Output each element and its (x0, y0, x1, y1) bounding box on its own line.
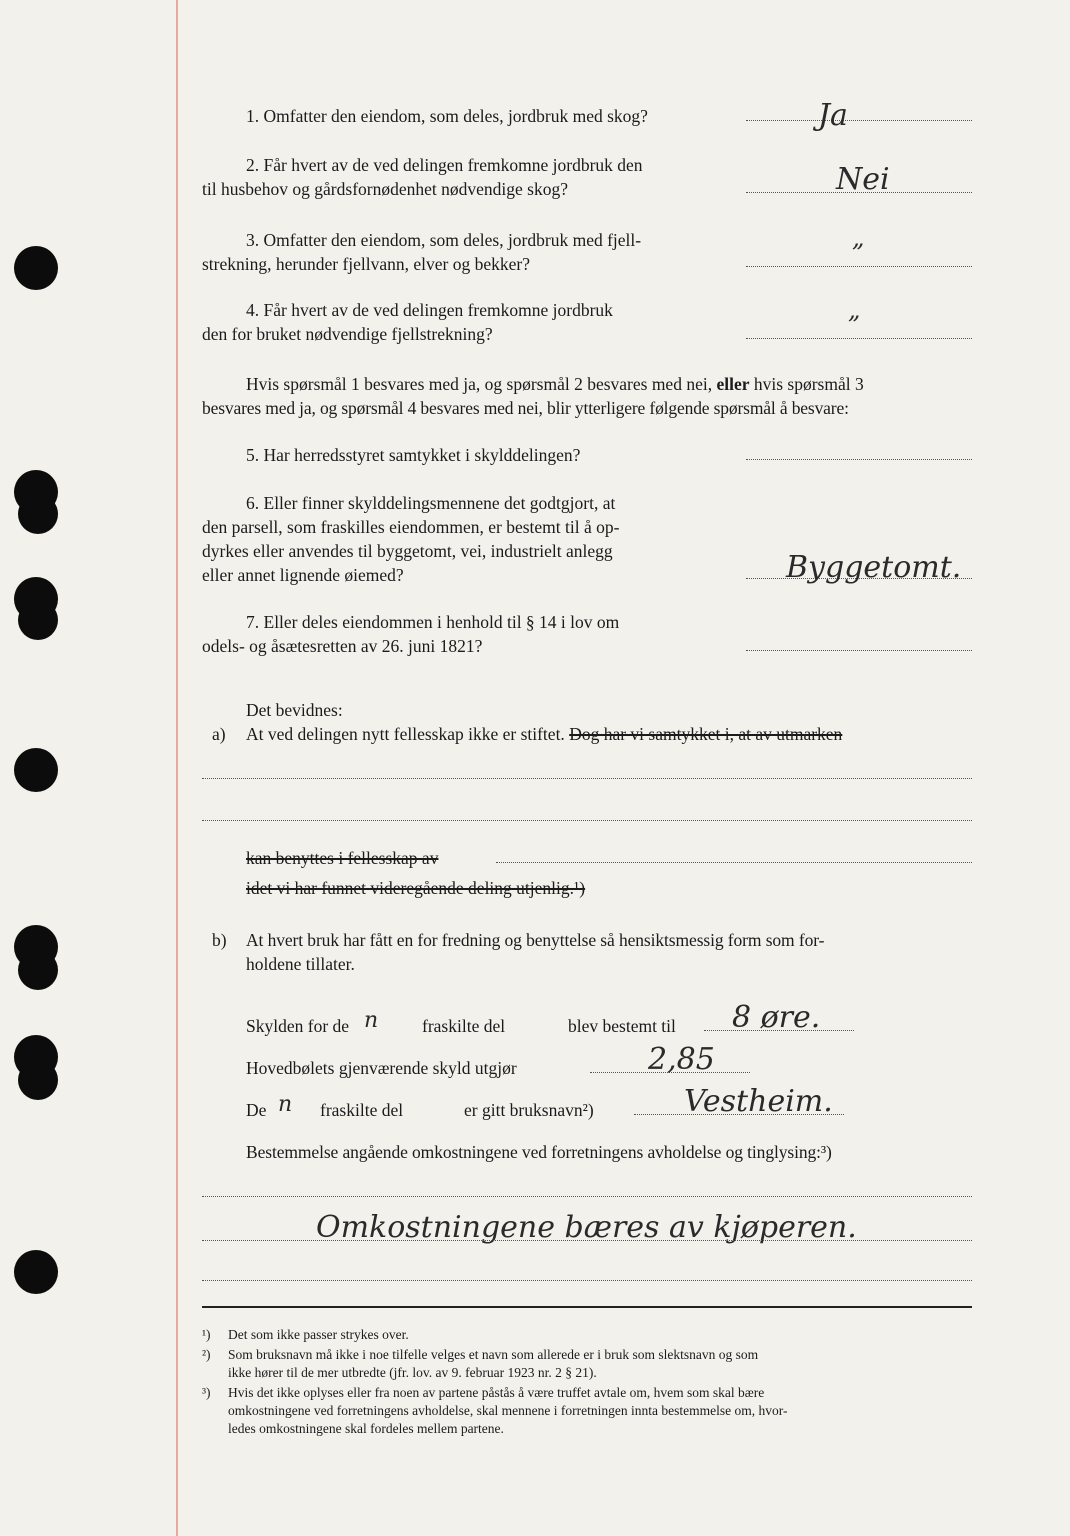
question-7-line-1: 7. Eller deles eiendommen i henhold til § 14 i lov om (246, 612, 620, 632)
punch-hole (14, 748, 58, 792)
skyld-line-1-c: blev bestemt til (568, 1016, 676, 1036)
omkostning-answer: Omkostningene bæres av kjøperen. (316, 1210, 857, 1245)
conditional-line-1 (246, 372, 864, 396)
skyld-line-1-b: fraskilte del (422, 1016, 506, 1036)
footnote-3-mark: ³) (202, 1385, 211, 1400)
question-4-line-1: 4. Får hvert av de ved delingen fremkomne jordbruk (246, 300, 613, 320)
question-6-line-1: 6. Eller finner skylddelingsmennene det godtgjort, at (246, 493, 616, 513)
question-5: 5. Har herredsstyret samtykket i skylddelingen? (246, 445, 581, 465)
bevidnes-b-line-1: At hvert bruk har fått en for fredning og benyttelse så hensiktsmessig form som for- (246, 930, 825, 950)
skyld-line-3-hw: n (278, 1092, 293, 1117)
footnote-1: Det som ikke passer strykes over. (228, 1327, 409, 1342)
footnote-3-line-2: omkostningene ved forretningens avholdelse, skal mennene i forretningen innta bestemmelse om, hvor- (228, 1403, 788, 1418)
answer-2: Nei (836, 162, 890, 197)
answer-1: Ja (818, 98, 848, 133)
punch-hole (14, 1250, 58, 1294)
skyld-line-3-c: er gitt bruksnavn²) (464, 1100, 594, 1120)
bevidnes-b-label: b) (212, 930, 227, 950)
question-3-line-2: strekning, herunder fjellvann, elver og bekker? (202, 254, 530, 274)
skyld-line-3-b: fraskilte del (320, 1100, 404, 1120)
bevidnes-heading: Det bevidnes: (246, 700, 343, 720)
blank-line (202, 1240, 972, 1241)
footnote-1-mark: ¹) (202, 1327, 211, 1342)
blank-line (202, 1280, 972, 1281)
punch-hole (18, 950, 58, 990)
conditional-line-2: besvares med ja, og spørsmål 4 besvares med nei, blir ytterligere følgende spørsmål å besvare: (202, 398, 849, 418)
skyld-line-1-a: Skylden for de (246, 1016, 350, 1036)
struck-line-2: kan benyttes i fellesskap av (246, 848, 439, 868)
answer-line-7 (746, 650, 972, 651)
answer-3: „ (852, 224, 865, 252)
margin-line (176, 0, 178, 1536)
question-1: 1. Omfatter den eiendom, som deles, jordbruk med skog? (246, 106, 648, 126)
conditional-bold: eller (716, 374, 750, 394)
footnote-rule (202, 1306, 972, 1308)
answer-4: „ (848, 296, 861, 324)
skyld-answer: 8 øre. (732, 1000, 821, 1035)
question-7-line-2: odels- og åsætesretten av 26. juni 1821? (202, 636, 483, 656)
bevidnes-a-text: At ved delingen nytt fellesskap ikke er stiftet. (246, 724, 565, 744)
bevidnes-a-struck: Dog har vi samtykket i, at av utmarken (569, 724, 843, 744)
bevidnes-a-label: a) (212, 724, 226, 744)
footnote-2-mark: ²) (202, 1347, 211, 1362)
footnote-2-line-1: Som bruksnavn må ikke i noe tilfelle velges et navn som allerede er i bruk som slektsnavn og som (228, 1347, 759, 1362)
question-6-line-4: eller annet lignende øiemed? (202, 565, 404, 585)
question-3-line-1: 3. Omfatter den eiendom, som deles, jordbruk med fjell- (246, 230, 642, 250)
blank-line (202, 1196, 972, 1197)
skyld-line-1-hw: n (364, 1008, 379, 1033)
question-2-line-1: 2. Får hvert av de ved delingen fremkomne jordbruk den (246, 155, 643, 175)
question-6-line-3: dyrkes eller anvendes til byggetomt, vei, industrielt anlegg (202, 541, 613, 561)
punch-hole (14, 246, 58, 290)
answer-6: Byggetomt. (786, 550, 962, 585)
answer-line-5 (746, 459, 972, 460)
answer-line-3 (746, 266, 972, 267)
blank-line (202, 820, 972, 821)
punch-hole (18, 1060, 58, 1100)
conditional-text-a: Hvis spørsmål 1 besvares med ja, og spørsmål 2 besvares med nei, (246, 374, 713, 394)
answer-line-1 (746, 120, 972, 121)
skyld-line-3-a: De (246, 1100, 267, 1120)
answer-line-4 (746, 338, 972, 339)
question-2-line-2: til husbehov og gårdsfornødenhet nødvendige skog? (202, 179, 568, 199)
skyld-line-2: Hovedbølets gjenværende skyld utgjør (246, 1058, 517, 1078)
bevidnes-a-line (246, 722, 842, 746)
blank-line (496, 862, 972, 863)
footnote-2-line-2: ikke hører til de mer utbredte (jfr. lov. av 9. februar 1923 nr. 2 § 21). (228, 1365, 597, 1380)
question-4-line-2: den for bruket nødvendige fjellstrekning? (202, 324, 493, 344)
skyld-line-4: Bestemmelse angående omkostningene ved forretningens avholdelse og tinglysing:³) (246, 1142, 832, 1162)
bevidnes-b-line-2: holdene tillater. (246, 954, 355, 974)
blank-line (202, 778, 972, 779)
hovedbol-answer: 2,85 (648, 1042, 715, 1077)
struck-line-3: idet vi har funnet videregående deling utjenlig.¹) (246, 878, 586, 898)
punch-hole (18, 600, 58, 640)
punch-hole (18, 494, 58, 534)
conditional-text-b: hvis spørsmål 3 (753, 374, 864, 394)
footnote-3-line-3: ledes omkostningene skal fordeles mellem partene. (228, 1421, 504, 1436)
bruksnavn-answer: Vestheim. (684, 1084, 833, 1119)
footnote-3-line-1: Hvis det ikke oplyses eller fra noen av partene påstås å være truffet avtale om, hvem som skal bære (228, 1385, 765, 1400)
question-6-line-2: den parsell, som fraskilles eiendommen, er bestemt til å op- (202, 517, 620, 537)
